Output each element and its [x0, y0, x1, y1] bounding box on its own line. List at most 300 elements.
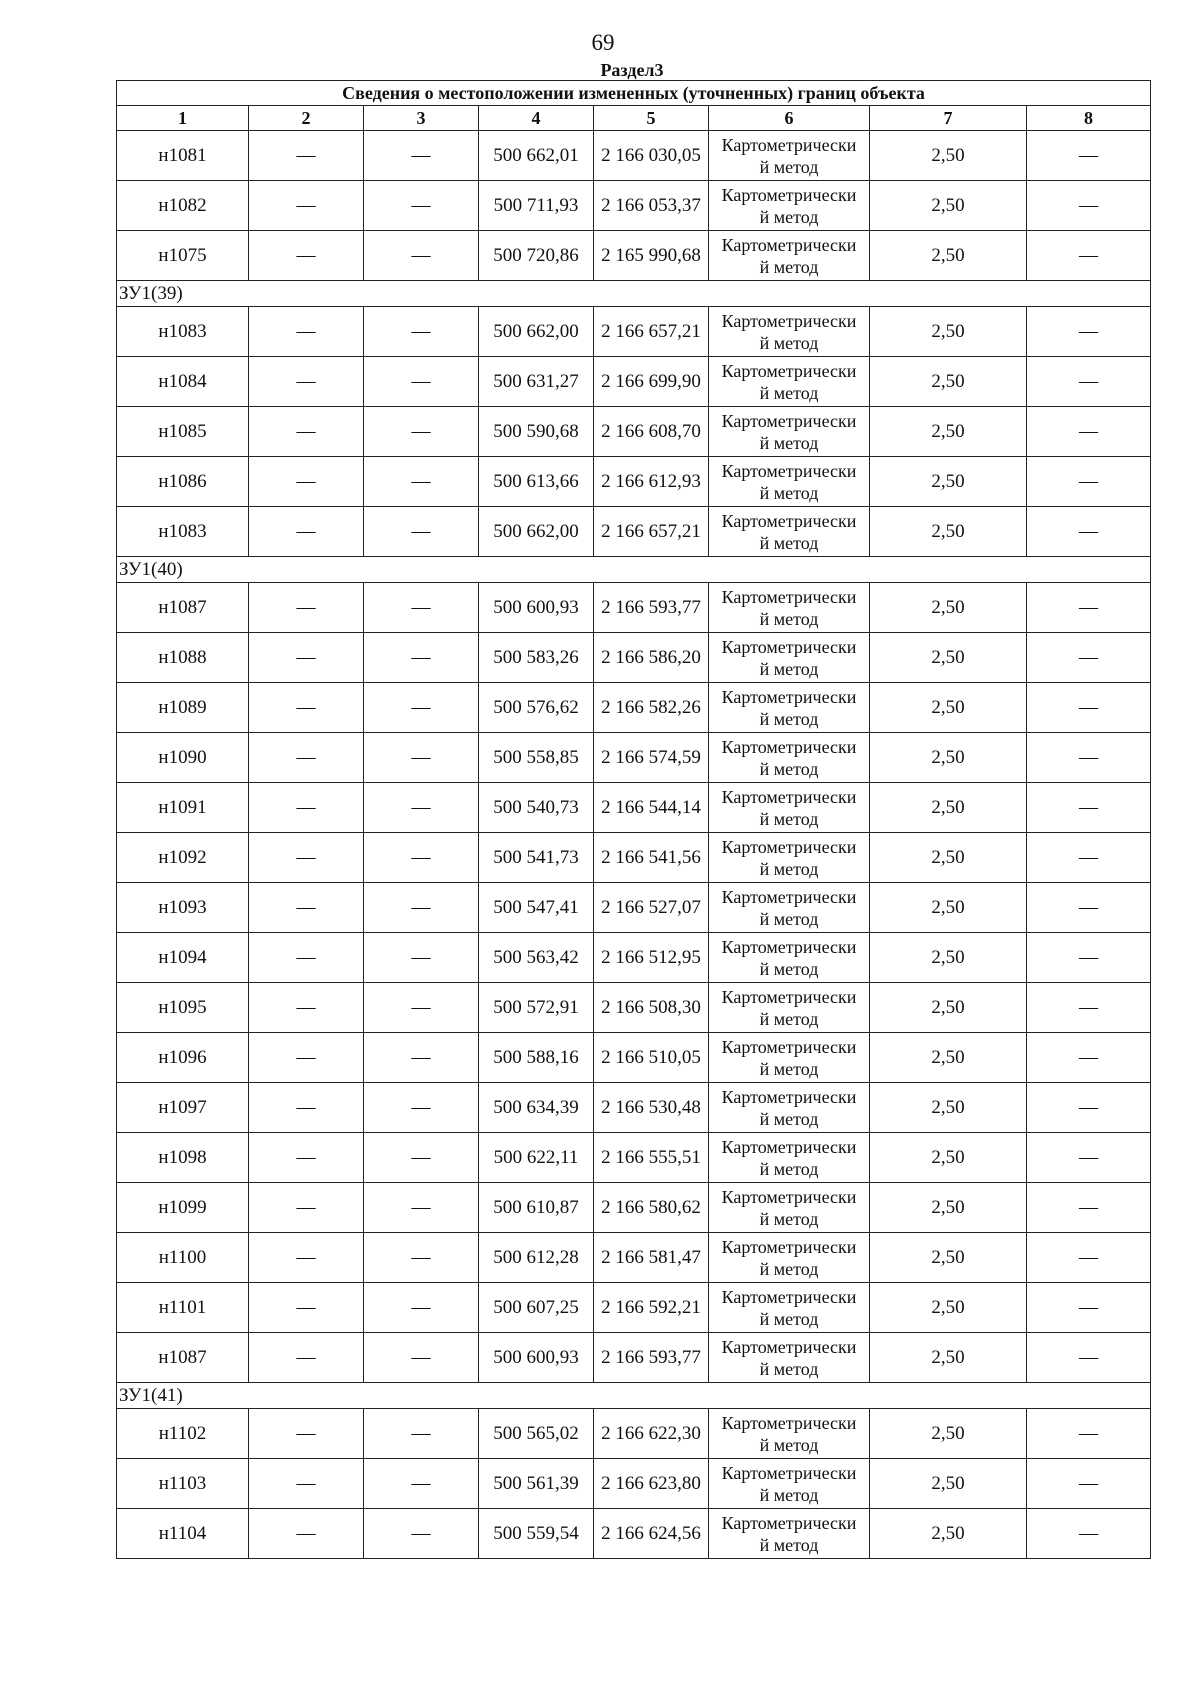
table-row — [117, 1233, 1151, 1283]
column-8-cell: — — [1027, 457, 1151, 507]
accuracy-cell: 2,50 — [870, 1133, 1027, 1183]
method-cell — [709, 1333, 870, 1383]
column-header-2: 2 — [249, 106, 364, 131]
column-8-cell: — — [1027, 407, 1151, 457]
y-coordinate-cell: 2 166 510,05 — [594, 1033, 709, 1083]
column-2-cell: — — [249, 1283, 364, 1333]
point-name-cell: н1081 — [117, 131, 249, 181]
table-title: Сведения о местоположении измененных (уточненных) границ объекта — [117, 81, 1151, 106]
method-text-line1: Картометрически — [721, 360, 857, 381]
table-row — [117, 1459, 1151, 1509]
y-coordinate-cell: 2 166 586,20 — [594, 633, 709, 683]
column-2-cell: — — [249, 307, 364, 357]
column-3-cell: — — [364, 583, 479, 633]
column-2-cell: — — [249, 1133, 364, 1183]
column-8-cell: — — [1027, 1183, 1151, 1233]
point-name-cell: н1085 — [117, 407, 249, 457]
table-row — [117, 1183, 1151, 1233]
accuracy-cell: 2,50 — [870, 783, 1027, 833]
column-2-cell: — — [249, 733, 364, 783]
column-3-cell: — — [364, 1409, 479, 1459]
column-8-cell: — — [1027, 1333, 1151, 1383]
x-coordinate-cell: 500 631,27 — [479, 357, 594, 407]
column-8-cell: — — [1027, 733, 1151, 783]
y-coordinate-cell: 2 166 624,56 — [594, 1509, 709, 1559]
group-label: ЗУ1(41) — [117, 1383, 1151, 1409]
point-name-cell: н1099 — [117, 1183, 249, 1233]
x-coordinate-cell: 500 547,41 — [479, 883, 594, 933]
y-coordinate-cell: 2 166 541,56 — [594, 833, 709, 883]
accuracy-cell: 2,50 — [870, 683, 1027, 733]
method-text-line2: й метод — [759, 858, 819, 879]
table-row — [117, 1509, 1151, 1559]
method-cell — [709, 683, 870, 733]
table-row — [117, 983, 1151, 1033]
y-coordinate-cell: 2 166 053,37 — [594, 181, 709, 231]
column-3-cell: — — [364, 307, 479, 357]
accuracy-cell: 2,50 — [870, 733, 1027, 783]
method-text-line2: й метод — [759, 1158, 819, 1179]
table-row — [117, 633, 1151, 683]
column-8-cell: — — [1027, 181, 1151, 231]
column-2-cell: — — [249, 231, 364, 281]
table-row — [117, 1083, 1151, 1133]
method-cell — [709, 733, 870, 783]
point-name-cell: н1086 — [117, 457, 249, 507]
column-2-cell: — — [249, 683, 364, 733]
method-cell — [709, 933, 870, 983]
column-2-cell: — — [249, 181, 364, 231]
y-coordinate-cell: 2 166 574,59 — [594, 733, 709, 783]
accuracy-cell: 2,50 — [870, 407, 1027, 457]
y-coordinate-cell: 2 166 699,90 — [594, 357, 709, 407]
accuracy-cell: 2,50 — [870, 457, 1027, 507]
x-coordinate-cell: 500 720,86 — [479, 231, 594, 281]
method-cell — [709, 231, 870, 281]
method-text-line1: Картометрически — [721, 636, 857, 657]
y-coordinate-cell: 2 166 622,30 — [594, 1409, 709, 1459]
column-8-cell: — — [1027, 633, 1151, 683]
method-text-line1: Картометрически — [721, 1186, 857, 1207]
point-name-cell: н1103 — [117, 1459, 249, 1509]
method-text-line1: Картометрически — [721, 310, 857, 331]
accuracy-cell: 2,50 — [870, 181, 1027, 231]
method-text-line2: й метод — [759, 1358, 819, 1379]
method-text-line1: Картометрически — [721, 1336, 857, 1357]
column-header-6: 6 — [709, 106, 870, 131]
point-name-cell: н1095 — [117, 983, 249, 1033]
column-3-cell: — — [364, 1509, 479, 1559]
column-8-cell: — — [1027, 983, 1151, 1033]
column-8-cell: — — [1027, 783, 1151, 833]
column-header-3: 3 — [364, 106, 479, 131]
table-row — [117, 231, 1151, 281]
column-2-cell: — — [249, 457, 364, 507]
table-row — [117, 1409, 1151, 1459]
x-coordinate-cell: 500 662,01 — [479, 131, 594, 181]
method-cell — [709, 1509, 870, 1559]
column-3-cell: — — [364, 633, 479, 683]
table-row — [117, 407, 1151, 457]
column-2-cell: — — [249, 1183, 364, 1233]
x-coordinate-cell: 500 622,11 — [479, 1133, 594, 1183]
accuracy-cell: 2,50 — [870, 1509, 1027, 1559]
column-2-cell: — — [249, 1409, 364, 1459]
method-cell — [709, 983, 870, 1033]
column-2-cell: — — [249, 1033, 364, 1083]
group-label-row — [117, 1383, 1151, 1409]
column-8-cell: — — [1027, 1509, 1151, 1559]
method-text-line1: Картометрически — [721, 786, 857, 807]
method-cell — [709, 357, 870, 407]
column-8-cell: — — [1027, 1083, 1151, 1133]
group-label-row — [117, 557, 1151, 583]
column-8-cell: — — [1027, 507, 1151, 557]
method-cell — [709, 507, 870, 557]
x-coordinate-cell: 500 558,85 — [479, 733, 594, 783]
y-coordinate-cell: 2 166 580,62 — [594, 1183, 709, 1233]
accuracy-cell: 2,50 — [870, 933, 1027, 983]
method-text-line2: й метод — [759, 1484, 819, 1505]
method-text-line2: й метод — [759, 206, 819, 227]
column-2-cell: — — [249, 1083, 364, 1133]
column-header-1: 1 — [117, 106, 249, 131]
method-text-line2: й метод — [759, 958, 819, 979]
column-3-cell: — — [364, 1083, 479, 1133]
accuracy-cell: 2,50 — [870, 983, 1027, 1033]
table-row — [117, 457, 1151, 507]
accuracy-cell: 2,50 — [870, 1283, 1027, 1333]
method-text-line2: й метод — [759, 908, 819, 929]
table-title-row — [117, 81, 1151, 106]
y-coordinate-cell: 2 166 593,77 — [594, 1333, 709, 1383]
column-8-cell: — — [1027, 1133, 1151, 1183]
x-coordinate-cell: 500 590,68 — [479, 407, 594, 457]
point-name-cell: н1084 — [117, 357, 249, 407]
accuracy-cell: 2,50 — [870, 633, 1027, 683]
accuracy-cell: 2,50 — [870, 1033, 1027, 1083]
column-3-cell: — — [364, 883, 479, 933]
method-cell — [709, 1033, 870, 1083]
accuracy-cell: 2,50 — [870, 833, 1027, 883]
table-row — [117, 1033, 1151, 1083]
x-coordinate-cell: 500 634,39 — [479, 1083, 594, 1133]
table-row — [117, 933, 1151, 983]
y-coordinate-cell: 2 166 555,51 — [594, 1133, 709, 1183]
column-3-cell: — — [364, 1459, 479, 1509]
column-2-cell: — — [249, 633, 364, 683]
column-8-cell: — — [1027, 131, 1151, 181]
column-3-cell: — — [364, 833, 479, 883]
method-text-line2: й метод — [759, 1208, 819, 1229]
point-name-cell: н1096 — [117, 1033, 249, 1083]
x-coordinate-cell: 500 563,42 — [479, 933, 594, 983]
column-8-cell: — — [1027, 583, 1151, 633]
accuracy-cell: 2,50 — [870, 1183, 1027, 1233]
column-3-cell: — — [364, 1133, 479, 1183]
page-number: 69 — [591, 30, 615, 55]
column-2-cell: — — [249, 1509, 364, 1559]
method-cell — [709, 131, 870, 181]
x-coordinate-cell: 500 561,39 — [479, 1459, 594, 1509]
method-cell — [709, 307, 870, 357]
column-3-cell: — — [364, 357, 479, 407]
section-title: Раздел3 — [600, 60, 664, 80]
y-coordinate-cell: 2 166 512,95 — [594, 933, 709, 983]
table-row — [117, 1333, 1151, 1383]
method-cell — [709, 583, 870, 633]
table-row — [117, 783, 1151, 833]
column-8-cell: — — [1027, 683, 1151, 733]
method-cell — [709, 1183, 870, 1233]
table-row — [117, 1283, 1151, 1333]
point-name-cell: н1082 — [117, 181, 249, 231]
y-coordinate-cell: 2 166 582,26 — [594, 683, 709, 733]
method-text-line2: й метод — [759, 156, 819, 177]
point-name-cell: н1083 — [117, 307, 249, 357]
accuracy-cell: 2,50 — [870, 1233, 1027, 1283]
method-text-line2: й метод — [759, 708, 819, 729]
point-name-cell: н1083 — [117, 507, 249, 557]
column-header-7: 7 — [870, 106, 1027, 131]
method-text-line2: й метод — [759, 1434, 819, 1455]
method-cell — [709, 783, 870, 833]
method-text-line1: Картометрически — [721, 686, 857, 707]
column-header-4: 4 — [479, 106, 594, 131]
column-2-cell: — — [249, 933, 364, 983]
point-name-cell: н1088 — [117, 633, 249, 683]
y-coordinate-cell: 2 166 508,30 — [594, 983, 709, 1033]
point-name-cell: н1089 — [117, 683, 249, 733]
method-text-line2: й метод — [759, 758, 819, 779]
y-coordinate-cell: 2 166 623,80 — [594, 1459, 709, 1509]
method-text-line1: Картометрически — [721, 986, 857, 1007]
method-text-line1: Картометрически — [721, 586, 857, 607]
method-cell — [709, 1233, 870, 1283]
method-cell — [709, 1083, 870, 1133]
group-label: ЗУ1(40) — [117, 557, 1151, 583]
column-header-8: 8 — [1027, 106, 1151, 131]
method-text-line1: Картометрически — [721, 836, 857, 857]
method-text-line1: Картометрически — [721, 736, 857, 757]
column-3-cell: — — [364, 733, 479, 783]
method-text-line1: Картометрически — [721, 134, 857, 155]
column-8-cell: — — [1027, 1233, 1151, 1283]
group-label-row — [117, 281, 1151, 307]
method-text-line1: Картометрически — [721, 234, 857, 255]
y-coordinate-cell: 2 166 612,93 — [594, 457, 709, 507]
method-text-line2: й метод — [759, 382, 819, 403]
x-coordinate-cell: 500 559,54 — [479, 1509, 594, 1559]
method-text-line1: Картометрически — [721, 510, 857, 531]
x-coordinate-cell: 500 576,62 — [479, 683, 594, 733]
accuracy-cell: 2,50 — [870, 883, 1027, 933]
boundary-coordinates-table — [116, 80, 1151, 1559]
y-coordinate-cell: 2 166 657,21 — [594, 507, 709, 557]
column-2-cell: — — [249, 783, 364, 833]
column-3-cell: — — [364, 1033, 479, 1083]
x-coordinate-cell: 500 612,28 — [479, 1233, 594, 1283]
column-2-cell: — — [249, 407, 364, 457]
column-3-cell: — — [364, 457, 479, 507]
x-coordinate-cell: 500 588,16 — [479, 1033, 594, 1083]
point-name-cell: н1097 — [117, 1083, 249, 1133]
table-row — [117, 307, 1151, 357]
column-2-cell: — — [249, 1333, 364, 1383]
x-coordinate-cell: 500 600,93 — [479, 1333, 594, 1383]
method-cell — [709, 181, 870, 231]
column-3-cell: — — [364, 933, 479, 983]
column-3-cell: — — [364, 1283, 479, 1333]
method-cell — [709, 1409, 870, 1459]
method-text-line1: Картометрически — [721, 1236, 857, 1257]
method-text-line2: й метод — [759, 808, 819, 829]
accuracy-cell: 2,50 — [870, 1333, 1027, 1383]
column-header-5: 5 — [594, 106, 709, 131]
point-name-cell: н1102 — [117, 1409, 249, 1459]
column-8-cell: — — [1027, 1033, 1151, 1083]
column-8-cell: — — [1027, 833, 1151, 883]
table-row — [117, 357, 1151, 407]
point-name-cell: н1101 — [117, 1283, 249, 1333]
method-text-line1: Картометрически — [721, 460, 857, 481]
table-row — [117, 833, 1151, 883]
x-coordinate-cell: 500 607,25 — [479, 1283, 594, 1333]
method-cell — [709, 833, 870, 883]
method-cell — [709, 633, 870, 683]
x-coordinate-cell: 500 583,26 — [479, 633, 594, 683]
table-row — [117, 683, 1151, 733]
x-coordinate-cell: 500 711,93 — [479, 181, 594, 231]
column-3-cell: — — [364, 181, 479, 231]
method-cell — [709, 407, 870, 457]
y-coordinate-cell: 2 166 581,47 — [594, 1233, 709, 1283]
table-row — [117, 181, 1151, 231]
column-header-row — [117, 106, 1151, 131]
method-text-line1: Картометрически — [721, 1412, 857, 1433]
x-coordinate-cell: 500 613,66 — [479, 457, 594, 507]
y-coordinate-cell: 2 166 657,21 — [594, 307, 709, 357]
point-name-cell: н1087 — [117, 1333, 249, 1383]
method-text-line2: й метод — [759, 1058, 819, 1079]
column-3-cell: — — [364, 1233, 479, 1283]
accuracy-cell: 2,50 — [870, 231, 1027, 281]
method-cell — [709, 883, 870, 933]
method-cell — [709, 1459, 870, 1509]
y-coordinate-cell: 2 166 608,70 — [594, 407, 709, 457]
method-text-line1: Картометрически — [721, 936, 857, 957]
x-coordinate-cell: 500 572,91 — [479, 983, 594, 1033]
x-coordinate-cell: 500 662,00 — [479, 507, 594, 557]
table-row — [117, 583, 1151, 633]
column-3-cell: — — [364, 783, 479, 833]
column-2-cell: — — [249, 507, 364, 557]
accuracy-cell: 2,50 — [870, 1083, 1027, 1133]
accuracy-cell: 2,50 — [870, 1459, 1027, 1509]
accuracy-cell: 2,50 — [870, 583, 1027, 633]
method-text-line2: й метод — [759, 1534, 819, 1555]
accuracy-cell: 2,50 — [870, 131, 1027, 181]
point-name-cell: н1087 — [117, 583, 249, 633]
method-text-line2: й метод — [759, 532, 819, 553]
column-2-cell: — — [249, 357, 364, 407]
column-3-cell: — — [364, 131, 479, 181]
x-coordinate-cell: 500 541,73 — [479, 833, 594, 883]
method-text-line2: й метод — [759, 658, 819, 679]
x-coordinate-cell: 500 600,93 — [479, 583, 594, 633]
method-text-line2: й метод — [759, 482, 819, 503]
column-2-cell: — — [249, 983, 364, 1033]
method-text-line1: Картометрически — [721, 1286, 857, 1307]
column-3-cell: — — [364, 407, 479, 457]
y-coordinate-cell: 2 166 527,07 — [594, 883, 709, 933]
column-3-cell: — — [364, 507, 479, 557]
table-row — [117, 733, 1151, 783]
point-name-cell: н1093 — [117, 883, 249, 933]
column-8-cell: — — [1027, 1283, 1151, 1333]
column-2-cell: — — [249, 131, 364, 181]
x-coordinate-cell: 500 540,73 — [479, 783, 594, 833]
method-text-line2: й метод — [759, 1308, 819, 1329]
column-2-cell: — — [249, 833, 364, 883]
method-text-line2: й метод — [759, 1258, 819, 1279]
accuracy-cell: 2,50 — [870, 507, 1027, 557]
x-coordinate-cell: 500 565,02 — [479, 1409, 594, 1459]
method-text-line1: Картометрически — [721, 1086, 857, 1107]
method-text-line1: Картометрически — [721, 886, 857, 907]
table-row — [117, 507, 1151, 557]
table-row — [117, 883, 1151, 933]
column-8-cell: — — [1027, 307, 1151, 357]
column-3-cell: — — [364, 683, 479, 733]
column-8-cell: — — [1027, 933, 1151, 983]
method-text-line2: й метод — [759, 1108, 819, 1129]
method-text-line1: Картометрически — [721, 1512, 857, 1533]
method-text-line1: Картометрически — [721, 1036, 857, 1057]
point-name-cell: н1104 — [117, 1509, 249, 1559]
method-text-line1: Картометрически — [721, 1462, 857, 1483]
column-8-cell: — — [1027, 1459, 1151, 1509]
accuracy-cell: 2,50 — [870, 357, 1027, 407]
method-text-line2: й метод — [759, 432, 819, 453]
column-2-cell: — — [249, 883, 364, 933]
y-coordinate-cell: 2 166 593,77 — [594, 583, 709, 633]
method-cell — [709, 457, 870, 507]
column-8-cell: — — [1027, 231, 1151, 281]
point-name-cell: н1092 — [117, 833, 249, 883]
column-3-cell: — — [364, 1333, 479, 1383]
accuracy-cell: 2,50 — [870, 1409, 1027, 1459]
column-8-cell: — — [1027, 357, 1151, 407]
x-coordinate-cell: 500 610,87 — [479, 1183, 594, 1233]
table-row — [117, 1133, 1151, 1183]
point-name-cell: н1100 — [117, 1233, 249, 1283]
y-coordinate-cell: 2 166 592,21 — [594, 1283, 709, 1333]
accuracy-cell: 2,50 — [870, 307, 1027, 357]
table-body — [117, 81, 1151, 1559]
column-2-cell: — — [249, 583, 364, 633]
method-cell — [709, 1133, 870, 1183]
method-text-line1: Картометрически — [721, 184, 857, 205]
method-text-line1: Картометрически — [721, 1136, 857, 1157]
x-coordinate-cell: 500 662,00 — [479, 307, 594, 357]
table-row — [117, 131, 1151, 181]
group-label: ЗУ1(39) — [117, 281, 1151, 307]
column-3-cell: — — [364, 983, 479, 1033]
point-name-cell: н1075 — [117, 231, 249, 281]
column-3-cell: — — [364, 231, 479, 281]
column-8-cell: — — [1027, 883, 1151, 933]
